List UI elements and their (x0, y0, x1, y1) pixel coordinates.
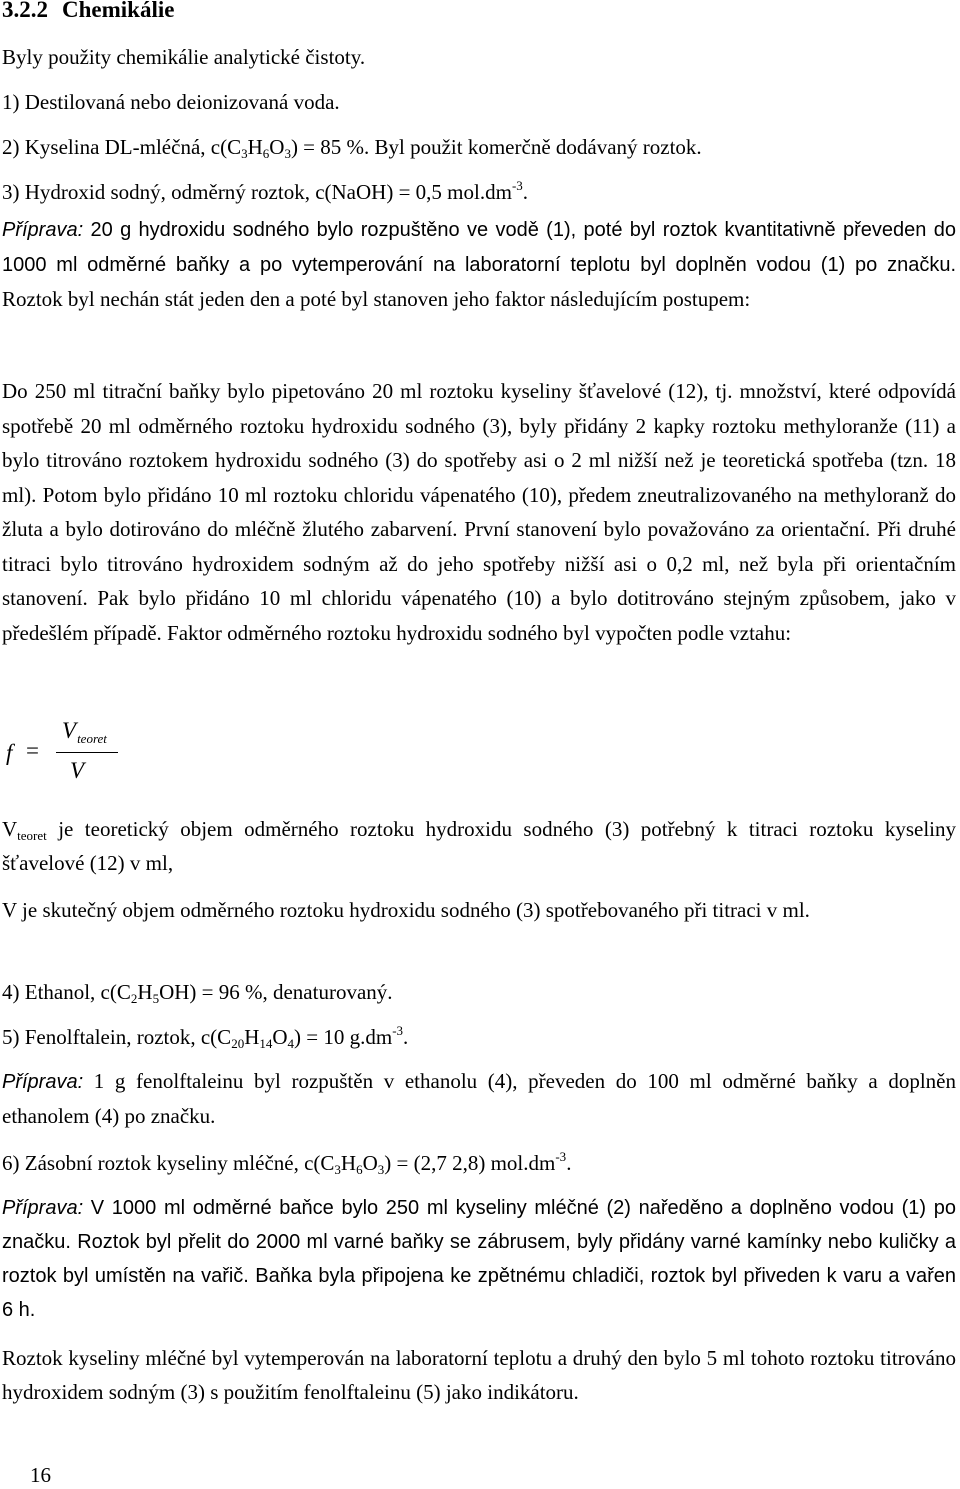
preparation-label: Příprava: (2, 1071, 84, 1093)
preparation-lactic-stock: Příprava: V 1000 ml odměrné baňce bylo 250 ml kyseliny mléčné (2) naředěno a doplněno vodou (1) po značku. Roztok byl přelit do 2000 ml varné baňky se zábrusem, byly přidány varné kamínky nebo kuličky a roztok byl umístěn na vařič. Baňka byla připojena ke zpětnému chladiči, roztok byl přiveden k varu a vařen 6 h. (2, 1197, 956, 1321)
section-heading (2, 0, 174, 26)
formula-denominator: V (70, 758, 85, 783)
section-title: Chemikálie (62, 0, 175, 22)
titration-procedure: Do 250 ml titrační baňky bylo pipetováno 20 ml roztoku kyseliny šťavelové (12), tj. množství, které odpovídá spotřebě 20 ml odměrného roztoku hydroxidu sodného (3), byly přidány 2 kapky roztoku methyloranže (11) a bylo titrováno roztokem hydroxidu sodného (3) do spotřeby asi o 2 ml nižší než je teoretická spotřeba (tzn. 18 ml). Potom bylo přidáno 10 ml roztoku chloridu vápenatého (10), předem zneutralizovaného na methyloranž do žluta a bylo dotirováno do mléčně žlutého zabarvení. První stanovení bylo považováno za orientační. Při druhé titraci bylo titrováno hydroxidem sodným až do jeho spotřeby nižší asi o 0,2 ml, než byla při orientačním stanovení. Pak bylo přidáno 10 ml chloridu vápenatého (10) a bylo dotitrováno stejným způsobem, jako v předešlém případě. Faktor odměrného roztoku hydroxidu sodného byl vypočten podle vztahu: (2, 379, 956, 645)
formula-f: f (6, 740, 13, 765)
page-number: 16 (30, 1463, 51, 1487)
definition-v-teoret: $V_{teoret}$ je teoretický objem odměrného roztoku hydroxidu sodného (3) potřebný k titraci roztoku kyseliny šťavelové (12) v ml, (2, 817, 956, 875)
fraction-bar (56, 752, 118, 753)
item-5: 5) Fenolftalein, roztok, $c(C_{20}H_{14}O_4) = 10$ $g.dm^{-3}$. (2, 1023, 409, 1051)
item-4: 4) Ethanol, $c(C_2H_5OH) = 96$ %, denaturovaný. (2, 980, 393, 1006)
item-6: 6) Zásobní roztok kyseliny mléčné, $c(C_3H_6O_3) = (2,7$ 2,8) $mol.dm^{-3}$. (2, 1149, 572, 1177)
item-2: 2) Kyselina DL-mléčná, $c(C_3H_6O_3) = 85$ %. Byl použit komerčně dodávaný roztok. (2, 135, 702, 161)
item-3: 3) Hydroxid sodný, odměrný roztok, c(NaOH) = 0,5 $mol.dm^{-3}$. (2, 178, 529, 204)
formula-equals: = (26, 738, 39, 763)
definition-v: V je skutečný objem odměrného roztoku hydroxidu sodného (3) spotřebovaného při titraci v ml. (2, 898, 810, 922)
preparation-label: Příprava: (2, 1197, 84, 1219)
preparation-label: Příprava: (2, 219, 84, 241)
preparation-phenolphthalein: Příprava: 1 g fenolftaleinu byl rozpuštěn v ethanolu (4), převeden do 100 ml odměrné baňky a doplněn ethanolem (4) po značku. (2, 1069, 956, 1128)
formula-numerator: $V_{teoret}$ (62, 718, 107, 746)
intro-text: Byly použity chemikálie analytické čistoty. (2, 45, 366, 69)
section-number: 3.2.2 (2, 0, 48, 22)
preparation-naoh: Příprava: 20 g hydroxidu sodného bylo rozpuštěno ve vodě (1), poté byl roztok kvantitativně převeden do 1000 ml odměrné baňky a po vytemperování na laboratorní teplotu byl doplněn vodou (1) po značku. Roztok byl nechán stát jeden den a poté byl stanoven jeho faktor následujícím postupem: (2, 219, 956, 311)
item-1: 1) Destilovaná nebo deionizovaná voda. (2, 90, 340, 114)
factor-formula (6, 718, 136, 792)
final-paragraph: Roztok kyseliny mléčné byl vytemperován na laboratorní teplotu a druhý den bylo 5 ml tohoto roztoku titrováno hydroxidem sodným (3) s použitím fenolftaleinu (5) jako indikátoru. (2, 1346, 956, 1404)
